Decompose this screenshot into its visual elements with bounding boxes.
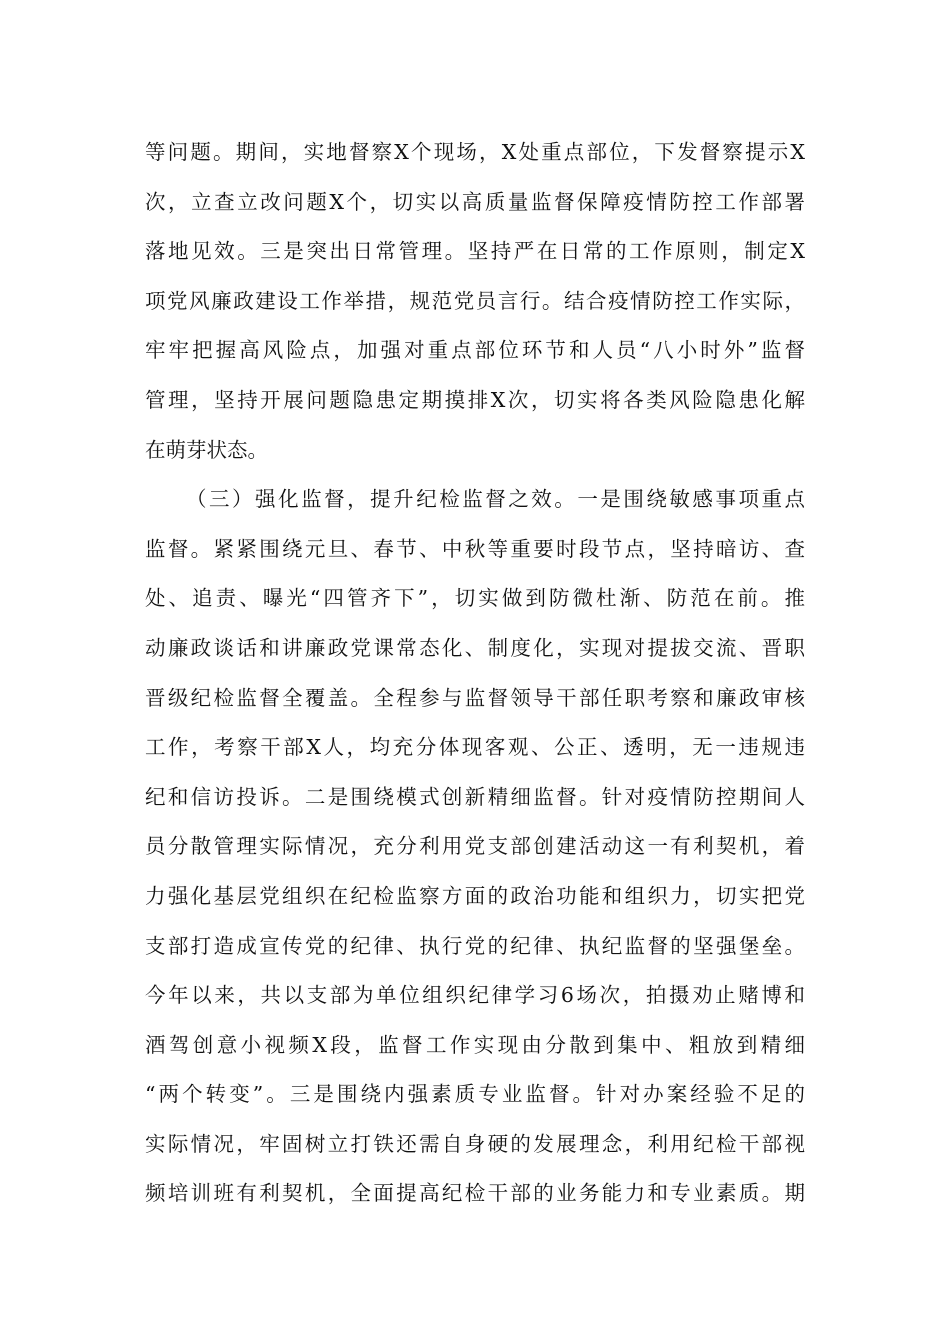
text-line: 工作，考察干部X人，均充分体现客观、公正、透明，无一违规违 — [145, 735, 805, 760]
text-line: “两个转变”。三是围绕内强素质专业监督。针对办案经验不足的 — [145, 1082, 805, 1107]
text-line: 落地见效。三是突出日常管理。坚持严在日常的工作原则，制定X — [145, 239, 805, 264]
text-line: 监督。紧紧围绕元旦、春节、中秋等重要时段节点，坚持暗访、查 — [145, 536, 805, 561]
body-text — [145, 128, 805, 1219]
text-line: 处、追责、曝光“四管齐下”，切实做到防微杜渐、防范在前。推 — [145, 586, 805, 611]
text-line: 纪和信访投诉。二是围绕模式创新精细监督。针对疫情防控期间人 — [145, 784, 805, 809]
text-line: 动廉政谈话和讲廉政党课常态化、制度化，实现对提拔交流、晋职 — [145, 635, 805, 660]
text-line: 频培训班有利契机，全面提高纪检干部的业务能力和专业素质。期 — [145, 1181, 805, 1206]
text-line: 在萌芽状态。 — [145, 437, 268, 462]
text-line: 实际情况，牢固树立打铁还需自身硬的发展理念，利用纪检干部视 — [145, 1131, 805, 1156]
text-line: 力强化基层党组织在纪检监察方面的政治功能和组织力，切实把党 — [145, 883, 805, 908]
text-line: 晋级纪检监督全覆盖。全程参与监督领导干部任职考察和廉政审核 — [145, 685, 805, 710]
text-line: 管理，坚持开展问题隐患定期摸排X次，切实将各类风险隐患化解 — [145, 387, 805, 412]
text-line: 次，立查立改问题X个，切实以高质量监督保障疫情防控工作部署 — [145, 189, 805, 214]
text-line: 今年以来，共以支部为单位组织纪律学习6场次，拍摄劝止赌博和 — [145, 983, 805, 1008]
text-line: 员分散管理实际情况，充分利用党支部创建活动这一有利契机，着 — [145, 834, 805, 859]
text-line: 支部打造成宣传党的纪律、执行党的纪律、执纪监督的坚强堡垒。 — [145, 933, 805, 958]
text-line: 牢牢把握高风险点，加强对重点部位环节和人员“八小时外”监督 — [145, 338, 805, 363]
text-line: 项党风廉政建设工作举措，规范党员言行。结合疫情防控工作实际， — [145, 288, 805, 313]
text-line: （三）强化监督，提升纪检监督之效。一是围绕敏感事项重点 — [186, 487, 805, 512]
text-line: 酒驾创意小视频X段，监督工作实现由分散到集中、粗放到精细 — [145, 1032, 805, 1057]
text-line: 等问题。期间，实地督察X个现场，X处重点部位，下发督察提示X — [145, 140, 805, 164]
